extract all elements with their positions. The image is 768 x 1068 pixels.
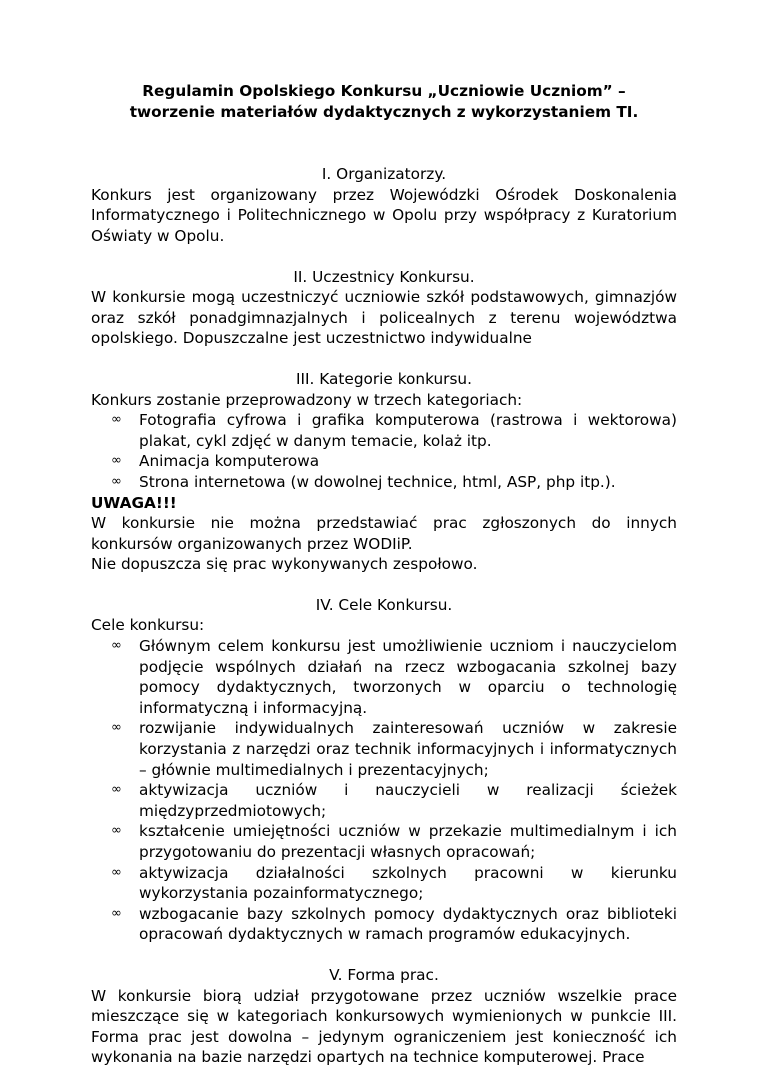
infinity-bullet-icon: ∞ (111, 823, 122, 839)
list-item-text: Animacja komputerowa (139, 452, 320, 471)
document-title: Regulamin Opolskiego Konkursu „Uczniowie Uczniom” – tworzenie materiałów dydaktycznych z wykorzystaniem TI. (129, 82, 639, 121)
list-item (111, 718, 677, 780)
list-item (111, 780, 677, 821)
list-item-text: Strona internetowa (w dowolnej technice, html, ASP, php itp.). (139, 472, 616, 491)
infinity-bullet-icon: ∞ (111, 412, 122, 428)
infinity-bullet-icon: ∞ (111, 473, 122, 489)
section-heading-categories: III. Kategorie konkursu. (296, 369, 472, 388)
list-item-text: wzbogacanie bazy szkolnych pomocy dydaktycznych oraz biblioteki opracowań dydaktycznych w ramach programów edukacyjnych. (139, 904, 677, 944)
list-item (111, 863, 677, 904)
infinity-bullet-icon: ∞ (111, 453, 122, 469)
list-item (111, 472, 677, 493)
infinity-bullet-icon: ∞ (111, 905, 122, 921)
infinity-bullet-icon: ∞ (111, 720, 122, 736)
section-text-form: W konkursie biorą udział przygotowane przez uczniów wszelkie prace mieszczące się w kategoriach konkursowych wymienionych w punkcie III. Forma prac jest dowolna – jedynym ograniczeniem jest konieczność ich wykonania na bazie narzędzi opartych na technice komputerowej. Prace (91, 986, 677, 1067)
section-heading-participants: II. Uczestnicy Konkursu. (293, 267, 475, 286)
infinity-bullet-icon: ∞ (111, 782, 122, 798)
list-item-text: aktywizacja uczniów i nauczycieli w realizacji ścieżek międzyprzedmiotowych; (139, 781, 677, 820)
section-heading-form: V. Forma prac. (329, 965, 439, 984)
team-work-note: Nie dopuszcza się prac wykonywanych zespołowo. (91, 555, 478, 574)
list-item-text: kształcenie umiejętności uczniów w przekazie multimedialnym i ich przygotowaniu do prezentacji własnych opracowań; (139, 822, 677, 861)
warning-label: UWAGA!!! (91, 493, 177, 512)
document-page (91, 81, 677, 1068)
infinity-bullet-icon: ∞ (111, 638, 122, 654)
section-text-participants: W konkursie mogą uczestniczyć uczniowie szkół podstawowych, gimnazjów oraz szkół ponadgimnazjalnych i policealnych z terenu województwa opolskiego. Dopuszczalne jest uczestnictwo indywidualne (91, 288, 677, 348)
categories-list (91, 410, 677, 492)
list-item-text: rozwijanie indywidualnych zainteresowań uczniów w zakresie korzystania z narzędzi oraz technik informacyjnych i informatycznych – głównie multimedialnych i prezentacyjnych; (139, 719, 677, 779)
list-item-text: aktywizacja działalności szkolnych pracowni w kierunku wykorzystania pozainformatycznego; (139, 863, 677, 903)
list-item-text: Fotografia cyfrowa i grafika komputerowa (rastrowa i wektorowa) plakat, cykl zdjęć w danym temacie, kolaż itp. (139, 411, 677, 450)
section-text-organizers: Konkurs jest organizowany przez Wojewódzki Ośrodek Doskonalenia Informatycznego i Politechnicznego w Opolu przy współpracy z Kuratorium Oświaty w Opolu. (91, 185, 677, 245)
warning-text: W konkursie nie można przedstawiać prac zgłoszonych do innych konkursów organizowanych przez WODIiP. (91, 514, 677, 553)
list-item (111, 821, 677, 862)
list-item (111, 636, 677, 718)
categories-intro: Konkurs zostanie przeprowadzony w trzech kategoriach: (91, 390, 523, 409)
list-item-text: Głównym celem konkursu jest umożliwienie uczniom i nauczycielom podjęcie wspólnych działań na rzecz wzbogacania szkolnej bazy pomocy dydaktycznych, tworzonych w oparciu o technologię informatyczną i informacyjną. (139, 637, 677, 717)
list-item (111, 904, 677, 945)
goals-list (91, 636, 677, 945)
infinity-bullet-icon: ∞ (111, 864, 122, 880)
goals-intro: Cele konkursu: (91, 616, 205, 635)
section-heading-organizers: I. Organizatorzy. (321, 165, 447, 184)
section-heading-goals: IV. Cele Konkursu. (315, 595, 453, 614)
list-item (111, 451, 677, 472)
list-item (111, 410, 677, 451)
